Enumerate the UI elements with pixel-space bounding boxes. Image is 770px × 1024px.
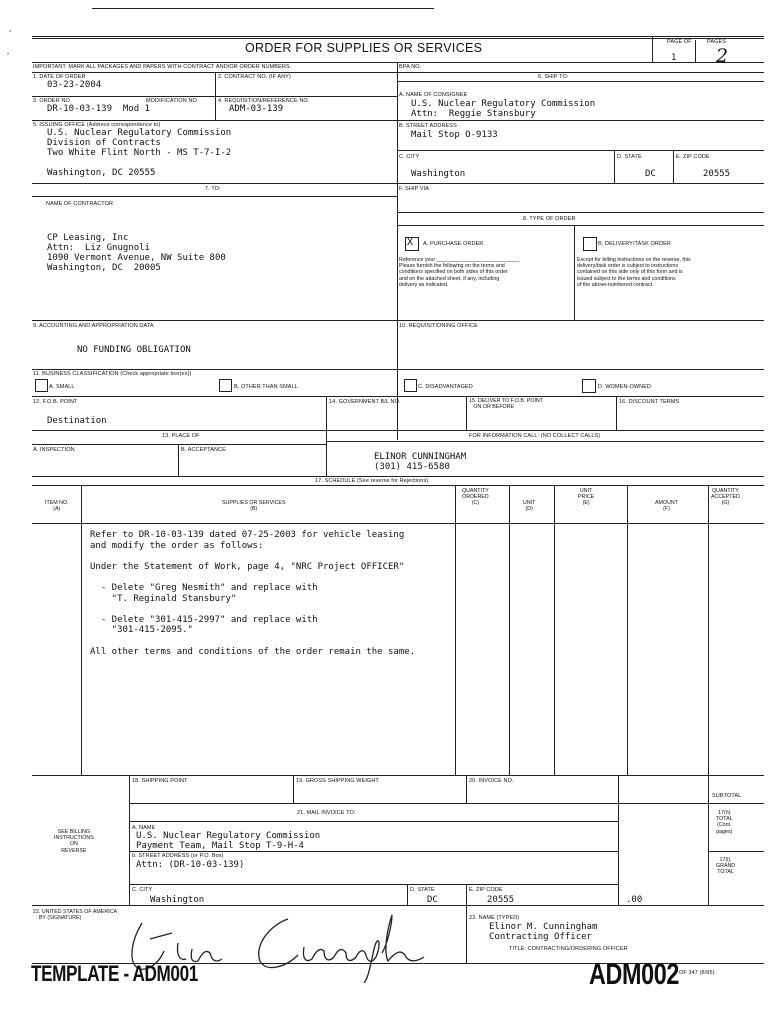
total-17h: 17(h) TOTAL (Cont. pages) (716, 810, 733, 835)
rule (32, 430, 764, 431)
ship-state: DC (645, 169, 656, 179)
rule (32, 485, 764, 486)
rule (397, 212, 764, 213)
rule (695, 40, 696, 62)
ship-zip-label: E. ZIP CODE (676, 154, 710, 160)
rule (618, 775, 619, 905)
order-type-label: 8. TYPE OF ORDER (523, 216, 576, 222)
ship-city: Washington (411, 169, 466, 179)
rule (397, 183, 764, 184)
rule (466, 884, 467, 905)
rule (129, 884, 618, 885)
purchase-order-label: A. PURCHASE ORDER (423, 241, 484, 247)
rule (32, 36, 764, 37)
rule (32, 72, 764, 73)
shipping-point-label: 18. SHIPPING POINT (132, 778, 188, 784)
rule (616, 396, 617, 430)
order-date: 03-23-2004 (47, 80, 102, 90)
pages-label: PAGES (707, 39, 727, 45)
rule (627, 485, 628, 775)
important-note: IMPORTANT: MARK ALL PACKAGES AND PAPERS WITH CONTRACT AND/OR ORDER NUMBERS. (33, 64, 292, 70)
info-contact: ELINOR CUNNINGHAM (301) 415-6580 (374, 452, 467, 472)
form-number: OF 347 (8/95) (679, 970, 715, 976)
rule (32, 62, 764, 63)
rule (708, 851, 764, 852)
margin-mark: ˈ (8, 28, 12, 42)
accounting-label: 9. ACCOUNTING AND APPROPRIATION DATA (33, 323, 154, 329)
schedule-label: 17. SCHEDULE (See reverse for Rejections) (315, 478, 429, 484)
contractor-label: NAME OF CONTRACTOR (46, 201, 114, 207)
women-owned-checkbox[interactable] (582, 379, 596, 393)
ship-state-label: D. STATE (617, 154, 642, 160)
rule (32, 120, 397, 121)
rule (397, 62, 398, 440)
rule (397, 120, 764, 121)
invoice-zip-label: E. ZIP CODE (469, 887, 503, 893)
fob-label: 12. F.O.B. POINT (33, 399, 78, 405)
gov-bl-label: 14. GOVERNMENT B/L NO. (329, 399, 401, 405)
schedule-body: Refer to DR-10-03-139 dated 07-25-2003 for vehicle leasing and modify the order as follows: Under the Statement of Work, page 4, "NRC Project OFFICER" - Delete "Greg Nesmith" and replace with "T. Reginald Stansbury" - Delete "301-415-2997" and replace with "301-415-2095." All other terms and conditions of the order remain the same. (90, 530, 416, 657)
purchase-order-check-mark: X (407, 237, 414, 248)
rule (466, 905, 467, 963)
top-rule (92, 8, 434, 9)
consignee-label: A. NAME OF CONSIGNEE (399, 92, 468, 98)
name-typed-label: 23. NAME (TYPED) (469, 915, 520, 921)
bpa-label: BPA NO. (399, 64, 422, 70)
rule (32, 476, 764, 477)
rule (32, 775, 764, 776)
issuing-office: U.S. Nuclear Regulatory Commission Division of Contracts Two White Flint North - MS T-7-I-2 Washington, DC 20555 (47, 128, 232, 178)
consignee-name: U.S. Nuclear Regulatory Commission Attn: Reggie Stansbury (411, 99, 596, 119)
small-label: A. SMALL (49, 384, 75, 390)
rule (178, 444, 179, 476)
rule (129, 851, 618, 852)
col-qty-ordered: QUANTITY ORDERED (C) (462, 488, 489, 507)
invoice-name: U.S. Nuclear Regulatory Commission Payment Team, Mail Stop T-9-H-4 (136, 831, 321, 851)
delivery-order-terms: Except for billing instructions on the reverse, this delivery/task order is subject to instructions contained on this side only of this form and is issued subject to the terms and conditions of the above-numbered contract. (577, 257, 691, 288)
page-label: PAGE OF (667, 39, 692, 45)
page-number: 1 (671, 53, 677, 63)
invoice-city-label: C. CITY (132, 887, 153, 893)
business-classification-label: 11. BUSINESS CLASSIFICATION (Check appropriate box(es)) (33, 371, 192, 377)
to-label: 7. TO: (205, 186, 221, 192)
rule (32, 320, 764, 321)
united-states-label: 22. UNITED STATES OF AMERICA BY (SIGNATURE) (33, 909, 117, 922)
rule (32, 183, 397, 184)
invoice-city: Washington (150, 895, 205, 905)
rule (509, 485, 510, 775)
order-number: DR-10-03-139 Mod 1 (47, 104, 150, 114)
order-no-label: 3. ORDER NO. (33, 98, 72, 104)
deliver-by-label: 15. DELIVER TO F.O.B. POINT ON OR BEFORE (469, 398, 543, 411)
rule (652, 36, 653, 62)
col-unit: UNIT (D) (523, 500, 536, 513)
rule (129, 803, 618, 804)
title-line: TITLE: CONTRACTING/ORDERING OFFICER (509, 946, 628, 952)
other-than-small-label: B. OTHER THAN SMALL (234, 384, 298, 390)
invoice-street-label: b. STREET ADDRESS (or P.O. Box) (132, 853, 224, 859)
rule (326, 396, 327, 476)
adm-stamp: ADM002 (589, 958, 679, 991)
ship-zip: 20555 (703, 169, 731, 179)
modification-label: MODIFICATION NO. (146, 98, 199, 104)
rule (32, 96, 397, 97)
rule (466, 396, 467, 430)
disadvantaged-checkbox[interactable] (404, 379, 417, 392)
col-item-no: ITEM NO. (A) (45, 500, 69, 513)
rule (554, 485, 555, 775)
rule (32, 38, 764, 39)
mail-invoice-label: 21. MAIL INVOICE TO: (297, 810, 356, 816)
rule (614, 150, 615, 183)
other-than-small-checkbox[interactable] (219, 379, 232, 392)
disadvantaged-label: C. DISADVANTAGED (418, 384, 473, 390)
inspection-label: A. INSPECTION (33, 447, 75, 453)
rule (81, 485, 82, 775)
rule (708, 485, 709, 775)
col-amount: AMOUNT (F) (655, 500, 678, 513)
rule (32, 523, 764, 524)
gross-weight-label: 19. GROSS SHIPPING WEIGHT (296, 778, 379, 784)
place-of-label: 13. PLACE OF (162, 433, 200, 439)
rule (32, 196, 397, 197)
col-qty-accepted: QUANTITY ACCEPTED (G) (711, 488, 740, 507)
subtotal-label: SUBTOTAL (712, 793, 742, 799)
issuing-office-label: 5. ISSUING OFFICE (Address correspondence to) (33, 122, 161, 128)
requisitioning-office-label: 10. REQUISITIONING OFFICE (399, 323, 478, 329)
invoice-no-label: 20. INVOICE NO. (469, 778, 514, 784)
ship-via-label: F. SHIP VIA (399, 186, 430, 192)
contractor-address: CP Leasing, Inc Attn: Liz Gnugnoli 1090 Vermont Avenue, NW Suite 800 Washington, DC 20005 (47, 233, 226, 273)
invoice-state-label: D. STATE (410, 887, 435, 893)
rule (32, 396, 764, 397)
invoice-street: Attn: (DR-10-03-139) (136, 860, 245, 870)
grand-total: 17(i). GRAND TOTAL (716, 857, 736, 876)
template-label: TEMPLATE - ADM001 (31, 961, 198, 986)
pages-number: 2 (716, 45, 729, 67)
rule (574, 225, 575, 320)
rule (326, 441, 764, 442)
contract-label: 2. CONTRACT NO. (IF ANY) (218, 74, 291, 80)
name-typed: Elinor M. Cunningham Contracting Officer (489, 922, 598, 942)
ship-street-label: B. STREET ADDRESS (399, 123, 457, 129)
invoice-zip: 20555 (487, 895, 515, 905)
women-owned-label: D. WOMEN-OWNED (598, 384, 652, 390)
rule (32, 369, 764, 370)
fob-value: Destination (47, 416, 107, 426)
see-billing-note: SEE BILLING INSTRUCTIONS ON REVERSE (54, 829, 94, 854)
form-title: ORDER FOR SUPPLIES OR SERVICES (245, 41, 483, 55)
requisition-number: ADM-03-139 (229, 104, 284, 114)
rule (293, 775, 294, 803)
total-amount: .00 (626, 895, 643, 905)
ship-city-label: C. CITY (399, 154, 420, 160)
rule (708, 775, 709, 905)
margin-mark: ʾ (6, 50, 10, 64)
rule (466, 775, 467, 803)
purchase-order-terms: Reference your ____________________________ Please furnish the following on the terms and conditions specified on both sides of this order and on the attached sheet, if any, including delivery as indicated. (399, 257, 520, 288)
invoice-name-label: A. NAME (132, 825, 156, 831)
rule (618, 803, 764, 804)
invoice-state: DC (427, 895, 438, 905)
rule (129, 775, 130, 905)
delivery-order-label: B. DELIVERY/TASK ORDER (598, 241, 671, 247)
rule (129, 821, 618, 822)
date-label: 1. DATE OF ORDER (33, 74, 86, 80)
ship-to-label: 6. SHIP TO: (538, 74, 569, 80)
col-unit-price: UNIT PRICE (E) (578, 488, 595, 507)
ship-street: Mail Stop O-9133 (411, 130, 498, 140)
rule (673, 150, 674, 183)
accounting-value: NO FUNDING OBLIGATION (77, 345, 191, 355)
col-supplies: SUPPLIES OR SERVICES (B) (222, 500, 286, 513)
info-call-label: FOR INFORMATION CALL: (NO COLLECT CALLS) (469, 433, 601, 439)
delivery-order-checkbox[interactable] (583, 237, 597, 251)
acceptance-label: B. ACCEPTANCE (181, 447, 226, 453)
small-checkbox[interactable] (35, 379, 48, 392)
rule (397, 150, 764, 151)
requisition-label: 4. REQUISITION/REFERENCE NO. (218, 98, 310, 104)
rule (32, 444, 326, 445)
rule (455, 485, 456, 775)
rule (407, 884, 408, 905)
discount-terms-label: 16. DISCOUNT TERMS (619, 399, 680, 405)
rule (397, 81, 764, 82)
rule (397, 225, 764, 226)
